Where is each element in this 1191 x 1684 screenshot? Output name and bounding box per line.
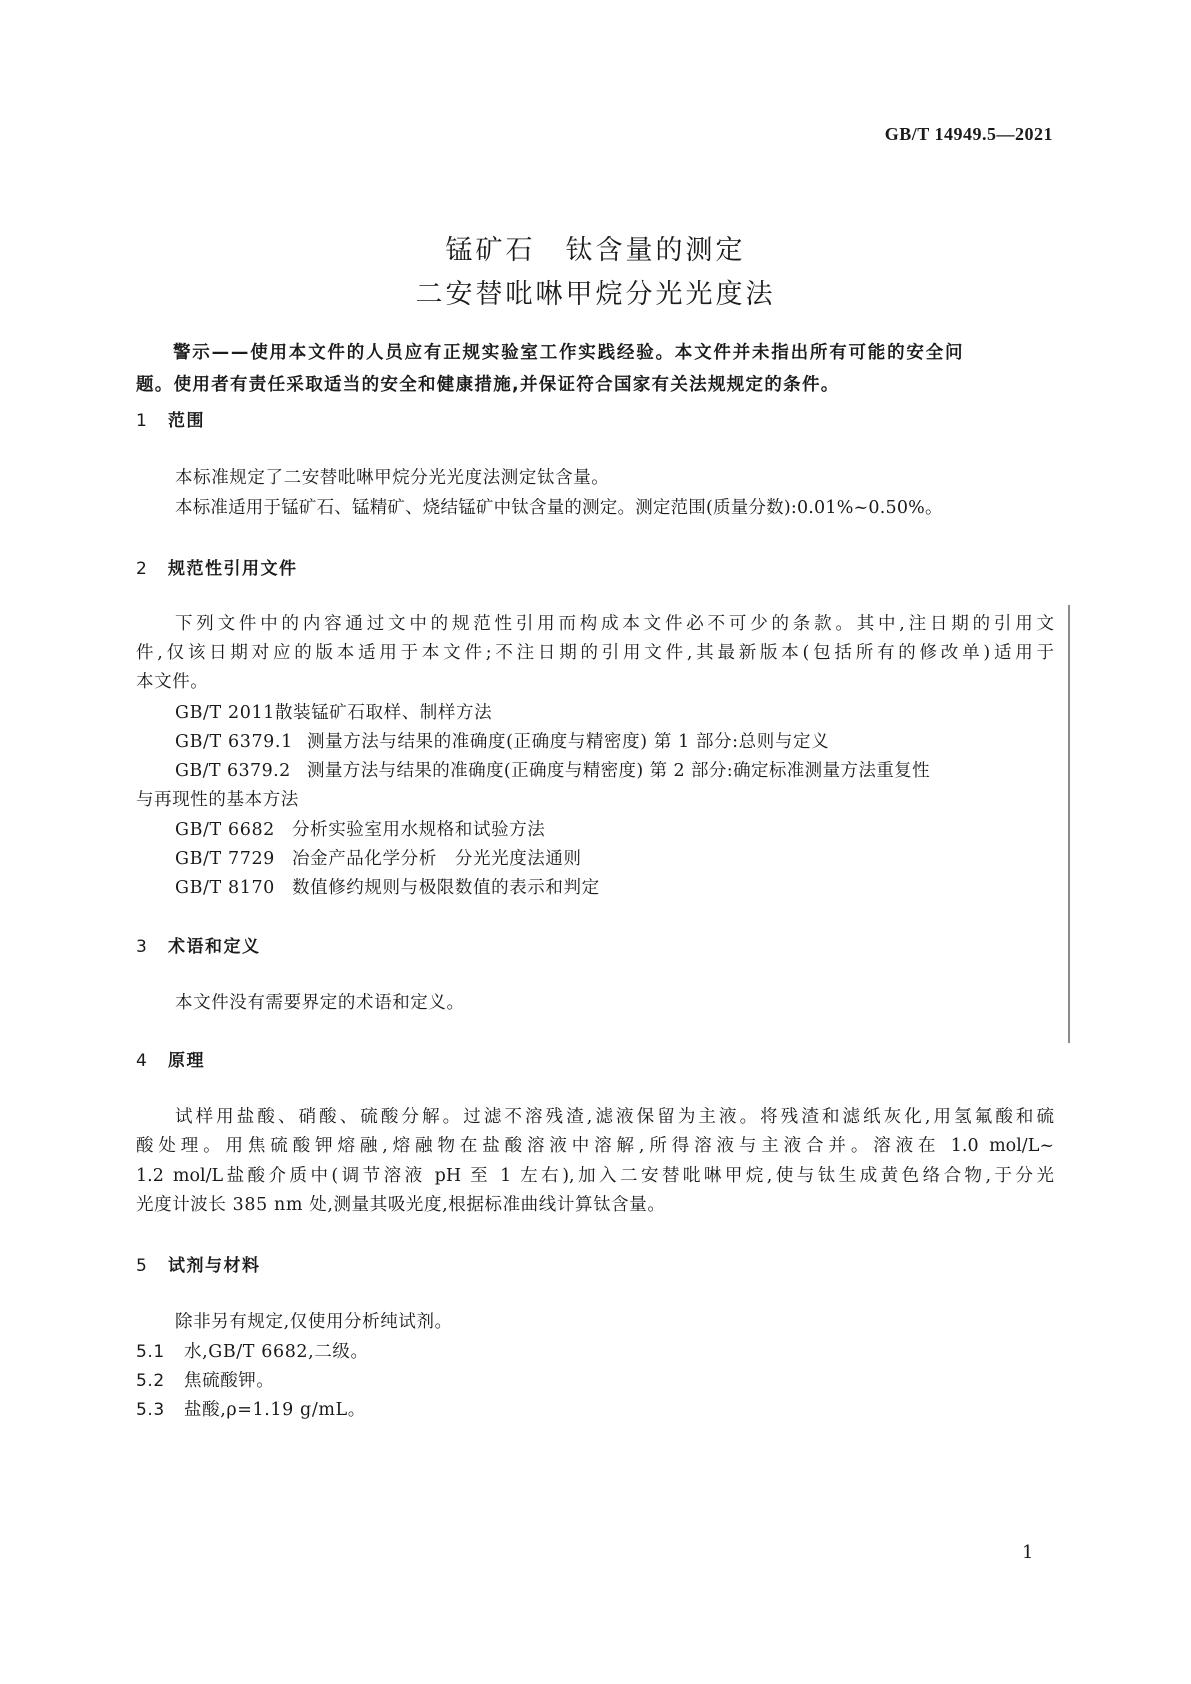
section-4-line3: 1.2 mol/L盐酸介质中(调节溶液 pH 至 1 左右),加入二安替吡啉甲烷,使与钛生成黄色络合物,于分光: [136, 1166, 1054, 1186]
section-5-heading: [136, 1251, 261, 1276]
section-1-title: 范围: [168, 411, 205, 431]
reference-code: GB/T 6379.2: [175, 761, 291, 781]
section-1-paragraph-2: 本标准适用于锰矿石、锰精矿、烧结锰矿中钛含量的测定。测定范围(质量分数):0.01%~0.50%。: [175, 498, 943, 518]
reagent-text: 焦硫酸钾。: [184, 1371, 275, 1391]
reference-title: 测量方法与结果的准确度(正确度与精密度) 第 1 部分:总则与定义: [307, 732, 830, 752]
reference-item: [175, 699, 492, 724]
section-5-title: 试剂与材料: [168, 1256, 261, 1276]
document-title-line1: 锰矿石 钛含量的测定: [445, 235, 746, 266]
section-1-paragraph-1: 本标准规定了二安替吡啉甲烷分光光度法测定钛含量。: [175, 468, 610, 488]
section-4-line2: 酸处理。用焦硫酸钾熔融,熔融物在盐酸溶液中溶解,所得溶液与主液合并。溶液在 1.0 mol/L~: [136, 1136, 1054, 1156]
warning-notice: [136, 337, 1054, 401]
reference-code: GB/T 7729: [175, 849, 275, 869]
reference-item: [175, 757, 930, 782]
reagent-text: 盐酸,ρ=1.19 g/mL。: [184, 1400, 366, 1420]
section-2-number: 2: [136, 559, 149, 579]
section-3-heading: [136, 932, 261, 957]
reagent-item: [136, 1396, 366, 1421]
reference-title: 散装锰矿石取样、制样方法: [275, 703, 493, 723]
page-number: 1: [1022, 1542, 1034, 1563]
section-4-title: 原理: [168, 1051, 205, 1071]
reference-item: [175, 728, 829, 753]
document-title-line2: 二安替吡啉甲烷分光光度法: [415, 279, 776, 310]
reference-title: 测量方法与结果的准确度(正确度与精密度) 第 2 部分:确定标准测量方法重复性: [307, 761, 930, 781]
reagent-text: 水,GB/T 6682,二级。: [184, 1342, 369, 1362]
reference-code: GB/T 6682: [175, 820, 275, 840]
reference-code: GB/T 6379.1: [175, 732, 293, 752]
reference-continuation: 与再现性的基本方法: [136, 790, 299, 810]
section-4-line4: 光度计波长 385 nm 处,测量其吸光度,根据标准曲线计算钛含量。: [136, 1195, 666, 1215]
section-4-line1: 试样用盐酸、硝酸、硫酸分解。过滤不溶残渣,滤液保留为主液。将残渣和滤纸灰化,用氢氟酸和硫: [175, 1107, 1054, 1127]
section-1-heading: [136, 406, 205, 431]
section-2-intro-line3: 本文件。: [136, 672, 209, 692]
reference-title: 数值修约规则与极限数值的表示和判定: [292, 878, 600, 898]
section-2-intro-line2: 件,仅该日期对应的版本适用于本文件;不注日期的引用文件,其最新版本(包括所有的修改单)适用于: [136, 643, 1054, 663]
section-2-intro-line1: 下列文件中的内容通过文中的规范性引用而构成本文件必不可少的条款。其中,注日期的引用文: [175, 614, 1054, 634]
section-2-heading: [136, 554, 298, 579]
standard-number: GB/T 14949.5—2021: [884, 124, 1053, 144]
warning-line1: 警示——使用本文件的人员应有正规实验室工作实践经验。本文件并未指出所有可能的安全问: [173, 343, 965, 363]
reference-title: 冶金产品化学分析 分光光度法通则: [292, 849, 582, 869]
reagent-number: 5.1: [136, 1342, 165, 1362]
margin-line: [1068, 605, 1070, 1043]
section-3-paragraph-1: 本文件没有需要界定的术语和定义。: [175, 993, 465, 1013]
reference-title: 分析实验室用水规格和试验方法: [292, 820, 546, 840]
section-5-intro: 除非另有规定,仅使用分析纯试剂。: [175, 1312, 453, 1332]
section-2-title: 规范性引用文件: [168, 559, 298, 579]
section-3-number: 3: [136, 937, 149, 957]
reagent-item: [136, 1338, 369, 1363]
reference-code: GB/T 2011: [175, 703, 275, 723]
reference-item: [175, 845, 582, 870]
reagent-number: 5.2: [136, 1371, 165, 1391]
section-5-number: 5: [136, 1256, 149, 1276]
reference-item: [175, 816, 545, 841]
reagent-number: 5.3: [136, 1400, 165, 1420]
section-4-number: 4: [136, 1051, 149, 1071]
reference-item: [175, 874, 600, 899]
warning-line2: 题。使用者有责任采取适当的安全和健康措施,并保证符合国家有关法规规定的条件。: [136, 375, 840, 395]
section-1-number: 1: [136, 411, 149, 431]
section-4-heading: [136, 1046, 205, 1071]
reference-code: GB/T 8170: [175, 878, 275, 898]
reagent-item: [136, 1367, 275, 1392]
section-3-title: 术语和定义: [168, 937, 261, 957]
